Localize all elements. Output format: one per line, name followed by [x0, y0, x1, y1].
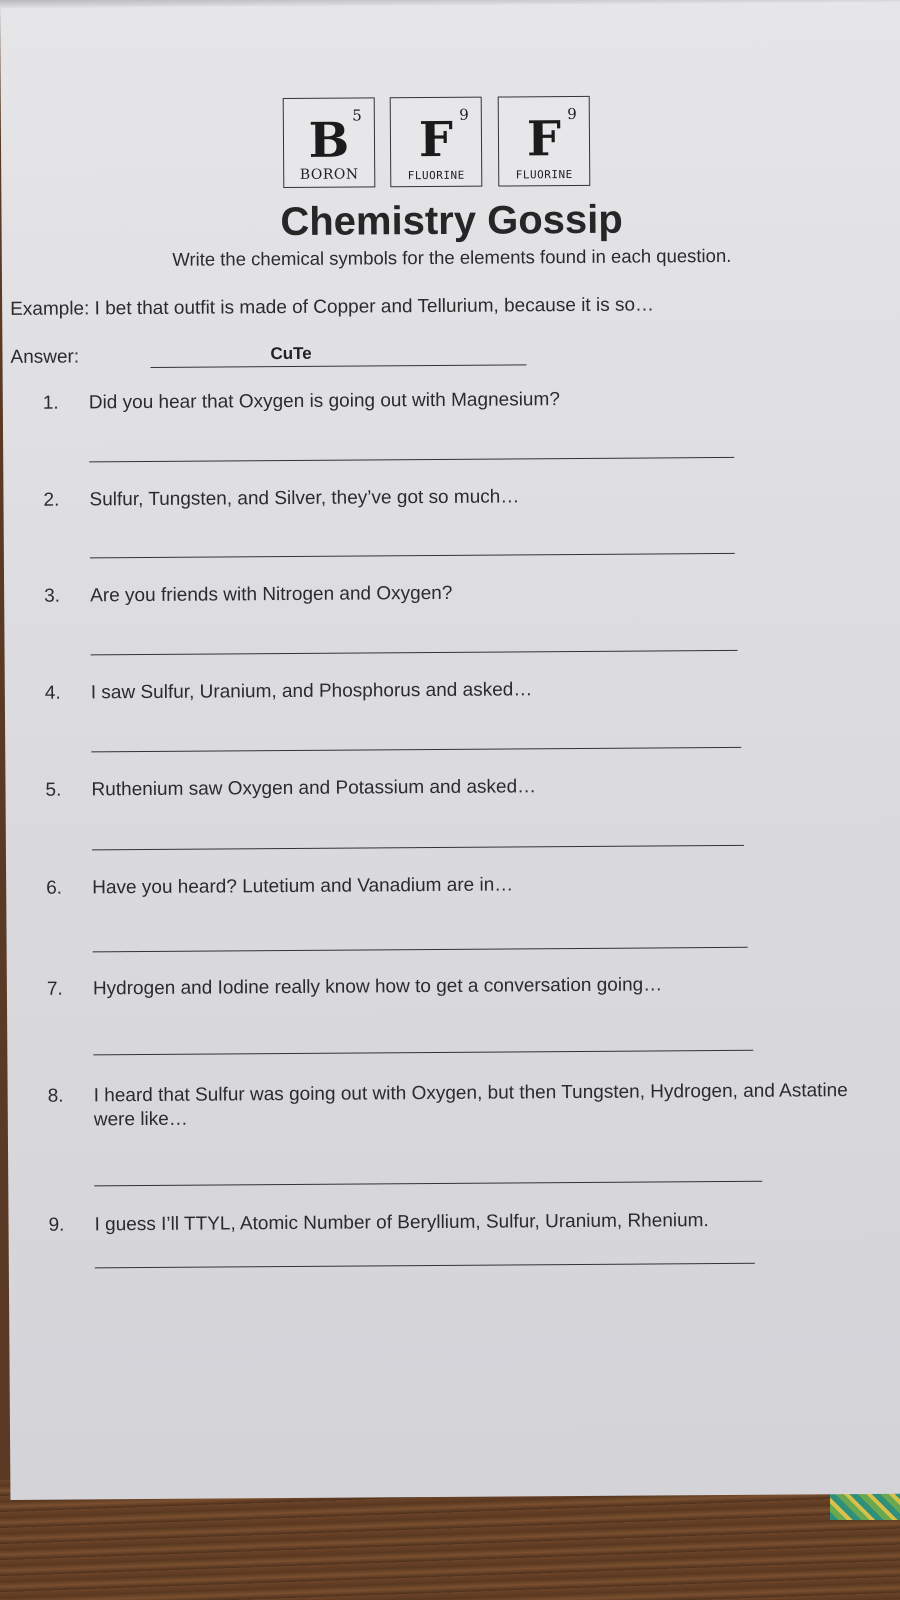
- element-symbol: B: [308, 112, 350, 169]
- element-name: FLUORINE: [515, 168, 573, 182]
- question-number: 3.: [44, 585, 61, 607]
- answer-line[interactable]: [92, 845, 744, 851]
- question-item: [47, 1079, 898, 1131]
- question-text: I saw Sulfur, Uranium, and Phosphorus and asked…: [90, 679, 533, 704]
- example-answer-line: [150, 340, 526, 368]
- question-item: [42, 386, 893, 414]
- question-number: 4.: [44, 682, 61, 704]
- page-title: Chemistry Gossip: [280, 197, 623, 245]
- atomic-number: 9: [567, 104, 577, 124]
- example-text: Example: I bet that outfit is made of Copper and Tellurium, because it is so…: [10, 294, 655, 320]
- question-number: 2.: [43, 489, 60, 511]
- element-symbol: F: [526, 111, 562, 168]
- answer-line[interactable]: [93, 947, 748, 953]
- question-number: 1.: [42, 392, 59, 414]
- element-tile-fluorine: [390, 97, 483, 188]
- paper-top-edge: [0, 0, 900, 8]
- answer-label: Answer:: [10, 346, 80, 368]
- question-item: [48, 1208, 898, 1236]
- question-number: 8.: [47, 1085, 64, 1107]
- answer-line[interactable]: [90, 553, 735, 559]
- answer-line[interactable]: [93, 1050, 753, 1056]
- question-text: I heard that Sulfur was going out with Oxygen, but then Tungsten, Hydrogen, and Astatine were like…: [93, 1080, 848, 1131]
- question-text: Have you heard? Lutetium and Vanadium are in…: [92, 874, 514, 899]
- example-answer-value: CuTe: [270, 343, 312, 364]
- question-text: Did you hear that Oxygen is going out with Magnesium?: [88, 389, 560, 414]
- question-number: 6.: [46, 877, 63, 899]
- question-item: [44, 676, 895, 704]
- question-item: [46, 972, 897, 1000]
- question-text: Sulfur, Tungsten, and Silver, they’ve got so much…: [89, 486, 520, 511]
- answer-line[interactable]: [89, 457, 734, 463]
- element-tiles-logo: [283, 96, 604, 190]
- question-text: Ruthenium saw Oxygen and Potassium and asked…: [91, 776, 537, 801]
- question-item: [43, 483, 893, 511]
- question-number: 9.: [48, 1214, 65, 1236]
- question-text: Hydrogen and Iodine really know how to get a conversation going…: [92, 974, 663, 1000]
- question-text: Are you friends with Nitrogen and Oxygen?: [90, 582, 453, 607]
- answer-line[interactable]: [91, 747, 741, 753]
- answer-line[interactable]: [95, 1263, 755, 1269]
- answer-line[interactable]: [94, 1181, 762, 1187]
- answer-line[interactable]: [91, 650, 738, 656]
- element-tile-fluorine: [498, 96, 591, 187]
- instructions: Write the chemical symbols for the elements found in each question.: [172, 244, 732, 270]
- element-name: BORON: [299, 166, 359, 183]
- question-number: 7.: [46, 978, 63, 1000]
- question-number: 5.: [45, 779, 62, 801]
- question-text: I guess I’ll TTYL, Atomic Number of Beryllium, Sulfur, Uranium, Rhenium.: [94, 1210, 709, 1236]
- question-item: [45, 773, 895, 801]
- element-name: FLUORINE: [407, 168, 465, 183]
- atomic-number: 5: [352, 106, 362, 125]
- atomic-number: 9: [459, 105, 469, 124]
- question-item: [44, 579, 894, 607]
- element-symbol: F: [418, 111, 454, 169]
- element-tile-boron: [283, 97, 376, 188]
- question-item: [46, 871, 896, 899]
